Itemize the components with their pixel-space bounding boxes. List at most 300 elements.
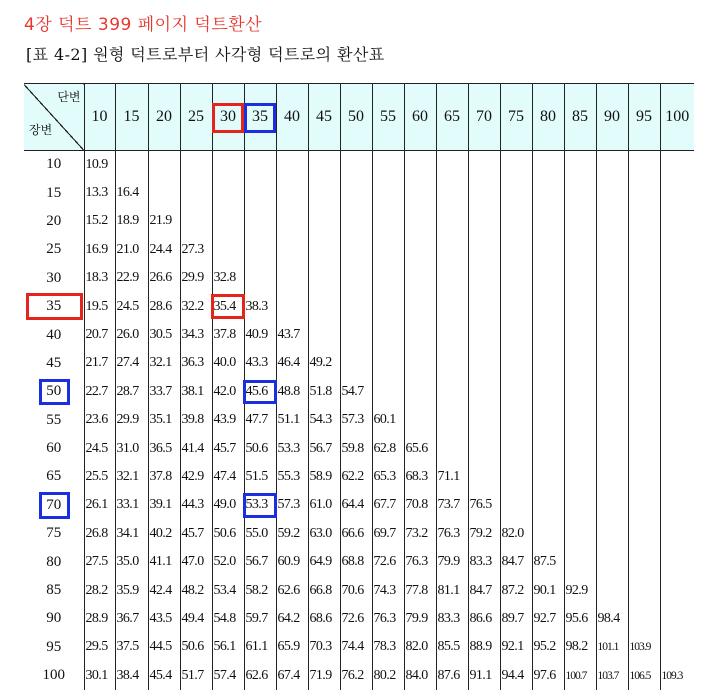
table-cell xyxy=(276,207,308,235)
table-row xyxy=(24,236,694,264)
table-cell: 83.3 xyxy=(436,605,468,633)
table-cell: 73.2 xyxy=(404,520,436,548)
table-cell xyxy=(436,292,468,320)
table-cell: 95.6 xyxy=(564,605,596,633)
table-row xyxy=(24,434,694,462)
table-cell: 20.7 xyxy=(84,321,115,349)
table-cell: 54.7 xyxy=(340,378,372,406)
table-cell xyxy=(628,321,660,349)
table-cell xyxy=(564,378,596,406)
table-cell: 55.0 xyxy=(244,520,276,548)
column-header-55: 55 xyxy=(372,84,404,151)
table-cell xyxy=(468,349,500,377)
column-header-10: 10 xyxy=(84,84,115,151)
table-row xyxy=(24,605,694,633)
table-cell xyxy=(660,378,694,406)
table-cell xyxy=(660,321,694,349)
table-cell xyxy=(468,434,500,462)
table-cell: 37.8 xyxy=(148,463,180,491)
table-cell: 43.5 xyxy=(148,605,180,633)
table-cell xyxy=(340,236,372,264)
table-cell: 51.5 xyxy=(244,463,276,491)
table-cell: 49.4 xyxy=(180,605,212,633)
table-cell xyxy=(500,378,532,406)
table-cell xyxy=(340,151,372,179)
table-cell xyxy=(500,292,532,320)
table-cell xyxy=(500,406,532,434)
table-cell: 79.2 xyxy=(468,520,500,548)
table-cell xyxy=(436,378,468,406)
column-header-80: 80 xyxy=(532,84,564,151)
table-cell xyxy=(372,264,404,292)
table-cell xyxy=(564,463,596,491)
table-cell: 42.4 xyxy=(148,576,180,604)
column-header-20: 20 xyxy=(148,84,180,151)
table-cell xyxy=(436,264,468,292)
table-cell xyxy=(660,207,694,235)
table-cell: 35.4 xyxy=(212,292,244,320)
table-cell xyxy=(596,151,628,179)
table-cell xyxy=(532,236,564,264)
table-cell: 53.3 xyxy=(276,434,308,462)
table-cell xyxy=(212,179,244,207)
table-cell: 76.2 xyxy=(340,662,372,690)
table-cell xyxy=(468,292,500,320)
table-row xyxy=(24,491,694,519)
row-label-30: 30 xyxy=(46,269,62,286)
table-cell: 44.3 xyxy=(180,491,212,519)
table-cell xyxy=(532,349,564,377)
table-cell xyxy=(468,236,500,264)
table-cell: 29.9 xyxy=(180,264,212,292)
table-cell: 16.9 xyxy=(84,236,115,264)
table-cell xyxy=(340,292,372,320)
header-row xyxy=(24,84,694,151)
table-cell: 21.9 xyxy=(148,207,180,235)
table-cell: 29.9 xyxy=(115,406,148,434)
table-cell: 81.1 xyxy=(436,576,468,604)
table-cell: 22.7 xyxy=(84,378,115,406)
table-cell: 70.3 xyxy=(308,633,340,661)
table-cell xyxy=(532,207,564,235)
table-cell xyxy=(340,207,372,235)
table-cell: 38.4 xyxy=(115,662,148,690)
row-label-50: 50 xyxy=(46,383,62,400)
table-row xyxy=(24,406,694,434)
table-cell xyxy=(180,151,212,179)
page-heading: 4장 덕트 399 페이지 덕트환산 xyxy=(24,15,263,35)
table-row xyxy=(24,662,694,690)
table-cell: 87.2 xyxy=(500,576,532,604)
table-cell: 29.5 xyxy=(84,633,115,661)
table-row xyxy=(24,207,694,235)
table-cell xyxy=(628,349,660,377)
table-cell: 25.5 xyxy=(84,463,115,491)
column-header-35: 35 xyxy=(244,84,276,151)
table-cell: 56.7 xyxy=(308,434,340,462)
table-cell: 13.3 xyxy=(84,179,115,207)
table-cell: 60.1 xyxy=(372,406,404,434)
table-cell: 21.7 xyxy=(84,349,115,377)
table-cell xyxy=(308,179,340,207)
table-cell: 76.3 xyxy=(436,520,468,548)
table-cell: 43.3 xyxy=(244,349,276,377)
table-cell: 65.6 xyxy=(404,434,436,462)
table-cell: 67.7 xyxy=(372,491,404,519)
table-cell xyxy=(500,491,532,519)
table-cell: 56.7 xyxy=(244,548,276,576)
table-cell: 37.8 xyxy=(212,321,244,349)
table-cell: 68.8 xyxy=(340,548,372,576)
table-cell xyxy=(564,264,596,292)
table-cell: 57.3 xyxy=(276,491,308,519)
column-header-40: 40 xyxy=(276,84,308,151)
table-cell xyxy=(436,236,468,264)
table-cell xyxy=(436,434,468,462)
table-cell xyxy=(244,179,276,207)
table-cell xyxy=(532,463,564,491)
table-cell: 89.7 xyxy=(500,605,532,633)
table-cell: 50.6 xyxy=(180,633,212,661)
table-cell: 45.6 xyxy=(244,378,276,406)
table-cell: 10.9 xyxy=(84,151,115,179)
table-cell xyxy=(244,264,276,292)
table-cell: 71.9 xyxy=(308,662,340,690)
table-cell xyxy=(148,151,180,179)
table-cell: 74.4 xyxy=(340,633,372,661)
table-cell xyxy=(564,434,596,462)
table-cell xyxy=(532,520,564,548)
table-cell xyxy=(628,548,660,576)
table-cell: 61.0 xyxy=(308,491,340,519)
table-cell: 53.3 xyxy=(244,491,276,519)
table-cell: 88.9 xyxy=(468,633,500,661)
table-cell: 70.6 xyxy=(340,576,372,604)
table-row xyxy=(24,179,694,207)
table-cell xyxy=(660,292,694,320)
table-cell xyxy=(596,491,628,519)
table-cell: 86.6 xyxy=(468,605,500,633)
table-cell xyxy=(628,576,660,604)
table-cell: 83.3 xyxy=(468,548,500,576)
table-cell xyxy=(564,207,596,235)
table-cell xyxy=(500,151,532,179)
table-cell: 78.3 xyxy=(372,633,404,661)
table-cell: 57.3 xyxy=(340,406,372,434)
table-cell: 26.6 xyxy=(148,264,180,292)
table-cell xyxy=(660,179,694,207)
table-cell: 62.8 xyxy=(372,434,404,462)
table-cell: 47.4 xyxy=(212,463,244,491)
table-cell: 68.3 xyxy=(404,463,436,491)
table-cell xyxy=(628,292,660,320)
table-cell: 65.9 xyxy=(276,633,308,661)
table-cell xyxy=(276,236,308,264)
table-cell: 92.7 xyxy=(532,605,564,633)
table-cell: 79.9 xyxy=(436,548,468,576)
table-cell: 47.0 xyxy=(180,548,212,576)
table-cell: 21.0 xyxy=(115,236,148,264)
table-cell xyxy=(532,321,564,349)
table-cell xyxy=(532,264,564,292)
row-label-15: 15 xyxy=(46,184,62,201)
table-cell xyxy=(244,207,276,235)
table-cell: 98.4 xyxy=(596,605,628,633)
table-cell: 59.2 xyxy=(276,520,308,548)
table-row xyxy=(24,463,694,491)
table-cell xyxy=(596,406,628,434)
table-cell xyxy=(404,321,436,349)
table-cell: 24.4 xyxy=(148,236,180,264)
table-cell: 28.6 xyxy=(148,292,180,320)
table-row xyxy=(24,548,694,576)
table-cell xyxy=(404,378,436,406)
table-cell: 40.0 xyxy=(212,349,244,377)
table-cell: 26.1 xyxy=(84,491,115,519)
table-cell xyxy=(660,434,694,462)
table-cell xyxy=(596,378,628,406)
table-cell xyxy=(115,151,148,179)
table-cell xyxy=(308,292,340,320)
table-cell xyxy=(308,321,340,349)
table-cell xyxy=(500,236,532,264)
table-cell xyxy=(596,236,628,264)
table-cell: 72.6 xyxy=(340,605,372,633)
table-cell xyxy=(564,321,596,349)
table-cell: 58.2 xyxy=(244,576,276,604)
table-cell xyxy=(596,264,628,292)
table-cell xyxy=(180,207,212,235)
row-label-70: 70 xyxy=(46,496,62,513)
table-cell: 106.5 xyxy=(628,662,660,690)
table-cell: 15.2 xyxy=(84,207,115,235)
table-cell xyxy=(404,349,436,377)
table-cell xyxy=(628,151,660,179)
table-cell: 32.2 xyxy=(180,292,212,320)
table-cell: 109.3 xyxy=(660,662,694,690)
table-cell xyxy=(660,406,694,434)
table-cell: 41.1 xyxy=(148,548,180,576)
table-row xyxy=(24,264,694,292)
table-cell xyxy=(372,207,404,235)
column-header-60: 60 xyxy=(404,84,436,151)
table-cell xyxy=(596,548,628,576)
table-cell: 84.7 xyxy=(500,548,532,576)
row-label-40: 40 xyxy=(46,326,62,343)
table-cell: 23.6 xyxy=(84,406,115,434)
row-label-35: 35 xyxy=(46,298,62,315)
table-cell: 79.9 xyxy=(404,605,436,633)
table-cell: 76.3 xyxy=(404,548,436,576)
column-header-100: 100 xyxy=(660,84,694,151)
table-cell: 32.1 xyxy=(148,349,180,377)
table-cell xyxy=(564,179,596,207)
table-cell xyxy=(404,292,436,320)
table-cell: 53.4 xyxy=(212,576,244,604)
table-cell: 44.5 xyxy=(148,633,180,661)
table-cell: 35.0 xyxy=(115,548,148,576)
table-cell xyxy=(148,179,180,207)
table-cell: 39.1 xyxy=(148,491,180,519)
table-cell xyxy=(212,236,244,264)
table-cell xyxy=(628,179,660,207)
table-cell xyxy=(372,349,404,377)
table-cell: 28.7 xyxy=(115,378,148,406)
column-header-70: 70 xyxy=(468,84,500,151)
table-cell xyxy=(596,520,628,548)
row-label-10: 10 xyxy=(46,156,62,173)
table-cell xyxy=(628,605,660,633)
table-cell xyxy=(564,292,596,320)
table-cell xyxy=(308,207,340,235)
table-cell xyxy=(628,520,660,548)
table-cell xyxy=(372,179,404,207)
table-cell xyxy=(468,463,500,491)
table-cell: 72.6 xyxy=(372,548,404,576)
table-cell xyxy=(404,406,436,434)
table-cell xyxy=(468,264,500,292)
row-label-55: 55 xyxy=(46,411,62,428)
table-caption: [표 4-2] 원형 덕트로부터 사각형 덕트로의 환산표 xyxy=(26,45,385,64)
long-side-label: 장변 xyxy=(29,123,53,137)
table-cell xyxy=(660,520,694,548)
column-header-25: 25 xyxy=(180,84,212,151)
table-cell: 95.2 xyxy=(532,633,564,661)
table-cell: 48.2 xyxy=(180,576,212,604)
table-cell: 28.2 xyxy=(84,576,115,604)
table-cell xyxy=(468,179,500,207)
table-cell: 76.5 xyxy=(468,491,500,519)
table-cell: 37.5 xyxy=(115,633,148,661)
table-cell xyxy=(308,264,340,292)
table-cell xyxy=(628,406,660,434)
table-cell: 34.3 xyxy=(180,321,212,349)
row-label-65: 65 xyxy=(46,468,62,485)
table-cell: 100.7 xyxy=(564,662,596,690)
table-body xyxy=(24,151,694,690)
table-cell xyxy=(404,236,436,264)
column-header-85: 85 xyxy=(564,84,596,151)
table-cell xyxy=(436,207,468,235)
table-cell: 66.6 xyxy=(340,520,372,548)
table-cell: 50.6 xyxy=(212,520,244,548)
table-cell: 97.6 xyxy=(532,662,564,690)
table-cell xyxy=(212,207,244,235)
table-row xyxy=(24,520,694,548)
table-cell xyxy=(628,378,660,406)
table-cell: 38.3 xyxy=(244,292,276,320)
table-cell: 49.2 xyxy=(308,349,340,377)
table-cell xyxy=(532,151,564,179)
table-cell: 61.1 xyxy=(244,633,276,661)
table-cell xyxy=(340,321,372,349)
table-cell xyxy=(564,151,596,179)
table-cell xyxy=(436,349,468,377)
table-cell: 54.8 xyxy=(212,605,244,633)
table-cell xyxy=(532,406,564,434)
table-cell xyxy=(532,491,564,519)
column-header-95: 95 xyxy=(628,84,660,151)
table-cell xyxy=(596,463,628,491)
table-cell: 103.7 xyxy=(596,662,628,690)
table-cell: 27.3 xyxy=(180,236,212,264)
table-cell: 36.3 xyxy=(180,349,212,377)
table-cell xyxy=(596,207,628,235)
table-cell xyxy=(660,463,694,491)
row-label-80: 80 xyxy=(46,553,62,570)
table-cell: 33.7 xyxy=(148,378,180,406)
table-cell: 26.0 xyxy=(115,321,148,349)
table-cell xyxy=(660,349,694,377)
row-label-100: 100 xyxy=(42,667,65,684)
table-cell: 51.7 xyxy=(180,662,212,690)
table-cell xyxy=(500,349,532,377)
table-cell xyxy=(500,264,532,292)
duct-conversion-table xyxy=(24,83,694,690)
table-cell: 55.3 xyxy=(276,463,308,491)
column-header-30: 30 xyxy=(212,84,244,151)
table-cell: 87.5 xyxy=(532,548,564,576)
table-cell: 27.5 xyxy=(84,548,115,576)
table-cell: 26.8 xyxy=(84,520,115,548)
table-cell xyxy=(660,491,694,519)
row-label-90: 90 xyxy=(46,610,62,627)
table-cell: 22.9 xyxy=(115,264,148,292)
table-cell xyxy=(180,179,212,207)
table-cell: 46.4 xyxy=(276,349,308,377)
table-cell: 64.4 xyxy=(340,491,372,519)
table-cell: 80.2 xyxy=(372,662,404,690)
table-cell: 65.3 xyxy=(372,463,404,491)
table-cell: 54.3 xyxy=(308,406,340,434)
table-cell xyxy=(436,179,468,207)
table-row xyxy=(24,633,694,661)
table-cell xyxy=(212,151,244,179)
table-cell xyxy=(308,236,340,264)
table-cell: 35.9 xyxy=(115,576,148,604)
row-label-75: 75 xyxy=(46,525,62,542)
table-cell: 40.2 xyxy=(148,520,180,548)
table-cell: 71.1 xyxy=(436,463,468,491)
table-cell: 19.5 xyxy=(84,292,115,320)
table-cell: 32.8 xyxy=(212,264,244,292)
table-cell xyxy=(564,236,596,264)
column-header-65: 65 xyxy=(436,84,468,151)
table-cell xyxy=(436,321,468,349)
table-cell: 70.8 xyxy=(404,491,436,519)
table-cell: 28.9 xyxy=(84,605,115,633)
table-cell xyxy=(276,264,308,292)
table-cell: 66.8 xyxy=(308,576,340,604)
column-header-50: 50 xyxy=(340,84,372,151)
row-label-45: 45 xyxy=(46,354,62,371)
column-header-90: 90 xyxy=(596,84,628,151)
table-cell: 48.8 xyxy=(276,378,308,406)
table-cell xyxy=(468,378,500,406)
table-cell: 87.6 xyxy=(436,662,468,690)
table-cell xyxy=(564,548,596,576)
table-cell: 51.8 xyxy=(308,378,340,406)
table-cell xyxy=(500,434,532,462)
table-cell: 90.1 xyxy=(532,576,564,604)
table-cell: 64.9 xyxy=(308,548,340,576)
table-cell: 91.1 xyxy=(468,662,500,690)
table-cell: 43.9 xyxy=(212,406,244,434)
table-cell: 98.2 xyxy=(564,633,596,661)
table-cell: 36.5 xyxy=(148,434,180,462)
table-cell: 16.4 xyxy=(115,179,148,207)
table-cell: 64.2 xyxy=(276,605,308,633)
